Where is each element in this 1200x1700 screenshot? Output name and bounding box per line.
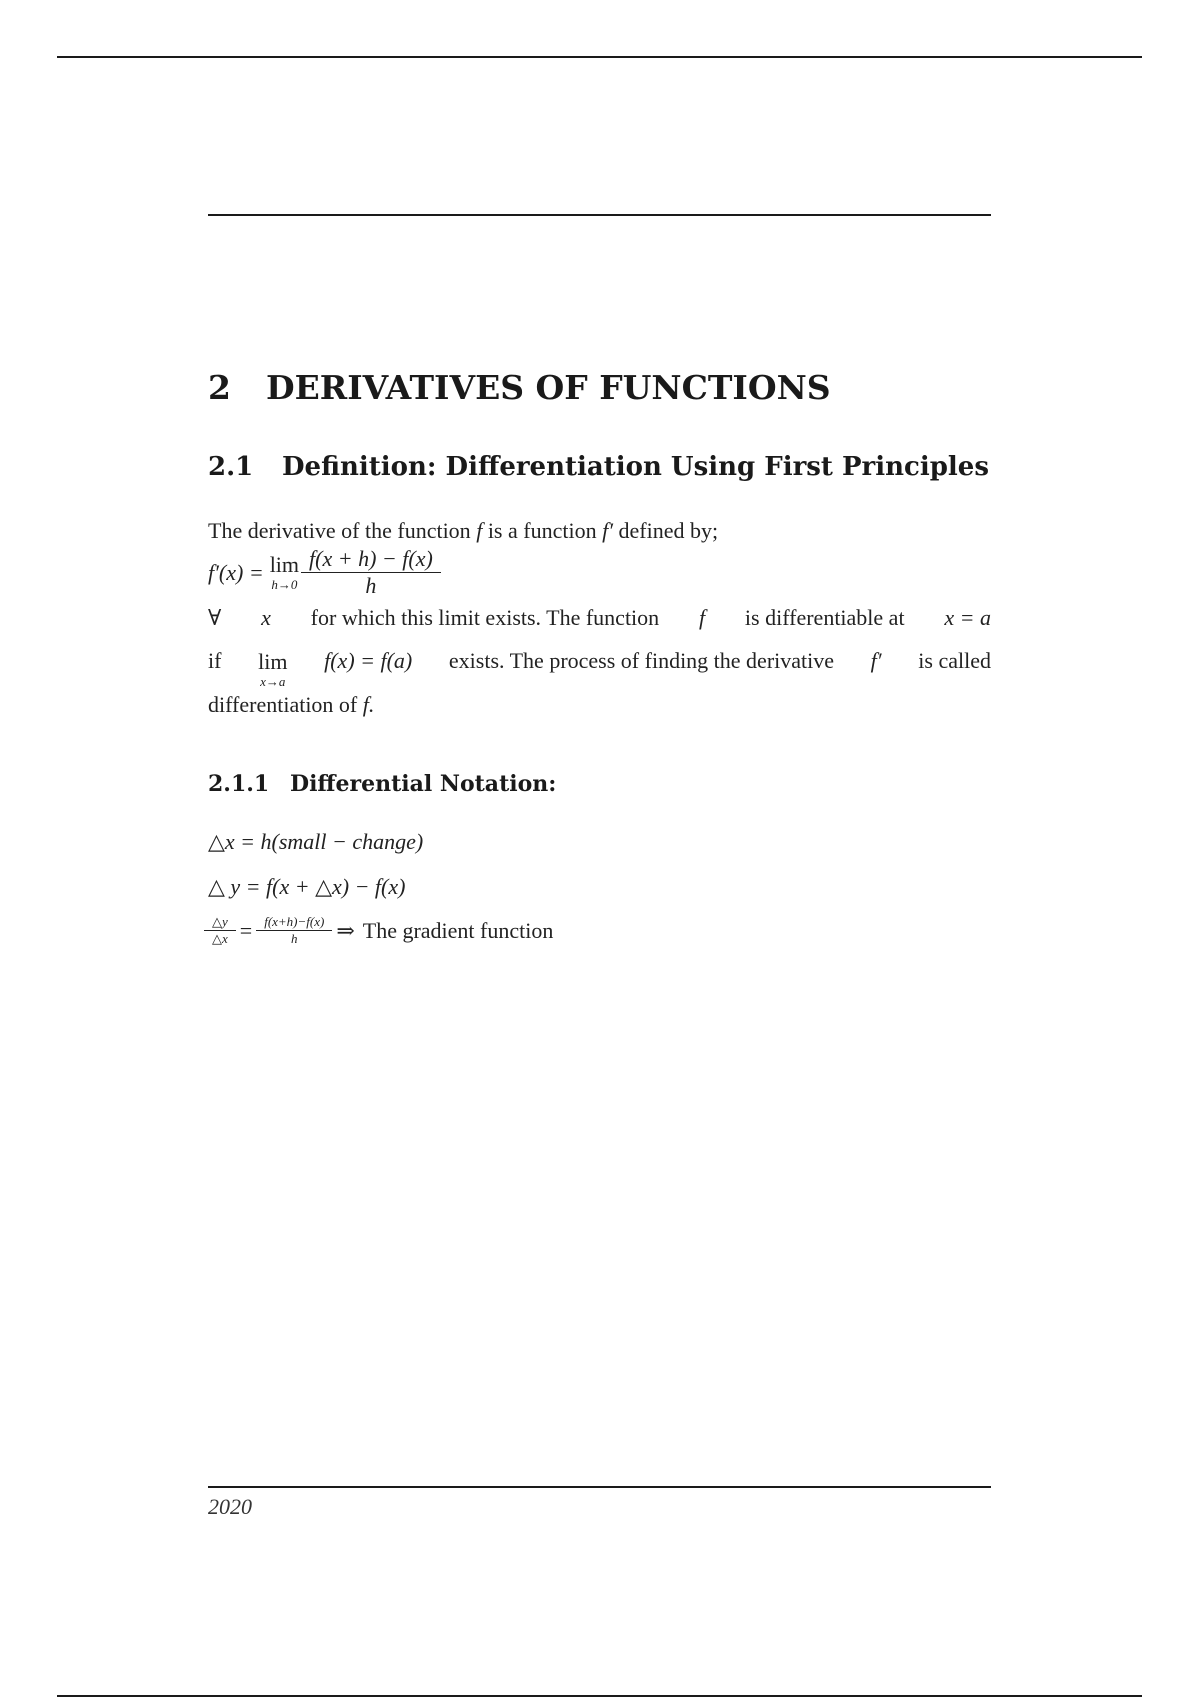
subsection-title: Definition: Differentiation Using First Principles (282, 452, 989, 482)
implies-arrow: ⇒ (336, 917, 355, 943)
top-page-rule (57, 56, 1142, 58)
subsubsection-title: Differential Notation: (290, 771, 557, 797)
definition-formula (208, 546, 437, 599)
difference-quotient: $\frac{f(x + h) - f(x)}{h}$ (305, 546, 437, 599)
definition-line-3: ∀ x for which this limit exists. The function f is differentiable at x = a (208, 605, 991, 630)
definition-line-4: if lim x→a f(x) = f(a) exists. The process of finding the derivative f′ is called (208, 648, 991, 689)
definition-line-5: differentiation of f. (208, 692, 375, 717)
subsubsection-number: 2.1.1 (208, 771, 270, 797)
notation-eq-1: △x = h(small − change) (208, 829, 424, 854)
small-difference-quotient: $\frac{f(x+h)-f(x)}{h}$ (260, 914, 328, 947)
subsubsection-heading (208, 771, 556, 797)
notation-eq-3: $\frac{\triangle y}{\triangle x}$ = $\frac{f(x+h)-f(x)}{h}$ ⇒ The gradient function (208, 914, 553, 947)
subsection-number: 2.1 (208, 452, 254, 482)
header-rule (208, 214, 991, 216)
footer-year: 2020 (208, 1494, 252, 1519)
notation-eq-2: △ y = f(x + △x) − f(x) (208, 874, 406, 899)
section-number: 2 (208, 368, 231, 407)
bottom-page-rule (57, 1695, 1142, 1697)
footer-rule (208, 1486, 991, 1488)
section-heading (208, 368, 831, 407)
formula-lhs: f′(x) = (208, 559, 264, 585)
limit-x-to-a: lim x→a (258, 649, 288, 689)
delta-quotient: $\frac{\triangle y}{\triangle x}$ (208, 914, 232, 947)
definition-line-1: The derivative of the function f is a function f′ defined by; (208, 518, 719, 543)
limit-operator: lim h→0 (269, 552, 300, 592)
subsection-heading (208, 452, 989, 482)
section-title: DERIVATIVES OF FUNCTIONS (266, 368, 831, 407)
